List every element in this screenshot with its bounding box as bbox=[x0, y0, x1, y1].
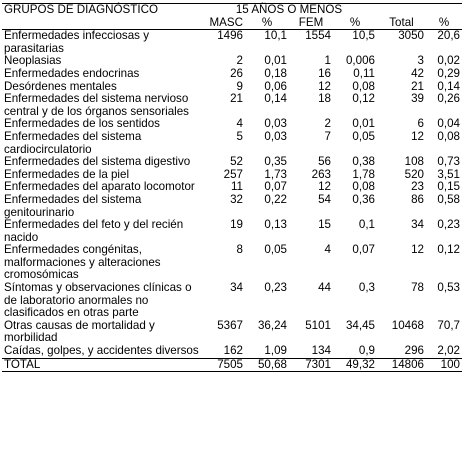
row-masc-pct: 0,22 bbox=[264, 192, 287, 206]
row-masc-pct: 0,05 bbox=[264, 243, 287, 257]
row-total: 78 bbox=[411, 281, 424, 295]
table-row bbox=[2, 156, 462, 169]
row-fem: 54 bbox=[318, 192, 331, 206]
row-total-pct: 0,04 bbox=[437, 117, 460, 131]
row-total: 86 bbox=[411, 192, 424, 206]
row-fem-pct: 34,45 bbox=[345, 318, 375, 332]
table-row bbox=[2, 282, 462, 320]
row-total: 3050 bbox=[398, 29, 424, 43]
table-row bbox=[2, 219, 462, 244]
table-row bbox=[2, 345, 462, 358]
header-age-group: 15 AÑOS O MENOS bbox=[235, 3, 343, 16]
total-row bbox=[2, 358, 462, 372]
row-masc-pct: 1,09 bbox=[264, 344, 287, 358]
row-masc: 8 bbox=[236, 243, 243, 257]
row-fem-pct: 0,006 bbox=[345, 54, 375, 68]
row-fem: 1 bbox=[324, 54, 331, 68]
row-total-pct: 3,51 bbox=[437, 167, 460, 181]
row-label: Neoplasias bbox=[4, 54, 62, 68]
row-masc: 52 bbox=[230, 155, 243, 169]
row-masc: 32 bbox=[230, 192, 243, 206]
row-total-pct: 0,53 bbox=[437, 281, 460, 295]
total-total: 14806 bbox=[391, 357, 424, 371]
row-total-pct: 0,12 bbox=[437, 243, 460, 257]
row-masc-pct: 10,1 bbox=[264, 29, 287, 43]
row-label: Caídas, golpes, y accidentes diversos bbox=[4, 344, 199, 358]
row-label: Enfermedades del sistema nervioso central y de los órganos sensoriales bbox=[4, 92, 189, 118]
diagnosis-table bbox=[2, 3, 462, 372]
row-masc-pct: 0,06 bbox=[264, 79, 287, 93]
row-masc-pct: 0,01 bbox=[264, 54, 287, 68]
row-total: 42 bbox=[411, 66, 424, 80]
table-row bbox=[2, 68, 462, 81]
total-fem: 7301 bbox=[305, 357, 331, 371]
row-fem-pct: 0,01 bbox=[352, 117, 375, 131]
row-total: 21 bbox=[411, 79, 424, 93]
row-total: 12 bbox=[411, 243, 424, 257]
row-total-pct: 0,26 bbox=[437, 92, 460, 106]
row-masc: 4 bbox=[236, 117, 243, 131]
row-masc: 21 bbox=[230, 92, 243, 106]
row-fem: 4 bbox=[324, 243, 331, 257]
row-fem: 16 bbox=[318, 66, 331, 80]
row-masc: 162 bbox=[223, 344, 243, 358]
row-label: Enfermedades infecciosas y parasitarias bbox=[4, 29, 149, 55]
row-masc-pct: 0,07 bbox=[264, 180, 287, 194]
row-total-pct: 2,02 bbox=[437, 344, 460, 358]
row-label: Enfermedades de la piel bbox=[4, 167, 130, 181]
row-masc: 11 bbox=[230, 180, 243, 194]
header-row-1 bbox=[2, 4, 462, 17]
row-total: 520 bbox=[404, 167, 424, 181]
row-masc-pct: 0,23 bbox=[264, 281, 287, 295]
row-total: 6 bbox=[417, 117, 424, 131]
header-total: Total bbox=[389, 15, 414, 29]
row-total: 3 bbox=[417, 54, 424, 68]
row-masc: 5 bbox=[236, 129, 243, 143]
row-fem: 18 bbox=[318, 92, 331, 106]
row-total: 10468 bbox=[391, 318, 424, 332]
row-total-pct: 0,23 bbox=[437, 218, 460, 232]
row-masc: 34 bbox=[230, 281, 243, 295]
table-row bbox=[2, 30, 462, 56]
row-fem: 134 bbox=[311, 344, 331, 358]
row-masc: 1496 bbox=[217, 29, 243, 43]
row-total: 12 bbox=[411, 129, 424, 143]
row-masc: 5367 bbox=[217, 318, 243, 332]
row-total-pct: 20,6 bbox=[437, 29, 460, 43]
table-body bbox=[2, 30, 462, 358]
row-masc-pct: 0,03 bbox=[264, 117, 287, 131]
row-masc: 26 bbox=[230, 66, 243, 80]
header-fem-pct: % bbox=[349, 15, 361, 29]
row-total: 34 bbox=[411, 218, 424, 232]
header-row-2 bbox=[2, 17, 462, 30]
row-total-pct: 0,73 bbox=[437, 155, 460, 169]
row-fem-pct: 0,3 bbox=[358, 281, 375, 295]
row-fem-pct: 0,07 bbox=[352, 243, 375, 257]
row-fem: 263 bbox=[311, 167, 331, 181]
row-label: Desórdenes mentales bbox=[4, 79, 117, 93]
row-label: Enfermedades endocrinas bbox=[4, 66, 140, 80]
row-total-pct: 0,02 bbox=[437, 54, 460, 68]
row-total: 39 bbox=[411, 92, 424, 106]
row-fem: 12 bbox=[318, 180, 331, 194]
row-fem-pct: 0,08 bbox=[352, 79, 375, 93]
row-masc: 257 bbox=[223, 167, 243, 181]
row-fem-pct: 0,38 bbox=[352, 155, 375, 169]
table-row bbox=[2, 244, 462, 282]
row-total-pct: 0,29 bbox=[437, 66, 460, 80]
row-fem-pct: 0,36 bbox=[352, 192, 375, 206]
table-row bbox=[2, 194, 462, 219]
row-total-pct: 0,15 bbox=[437, 180, 460, 194]
header-masc-pct: % bbox=[261, 15, 273, 29]
header-fem: FEM bbox=[298, 15, 324, 29]
row-fem-pct: 0,1 bbox=[358, 218, 375, 232]
table-row bbox=[2, 131, 462, 156]
row-label: Enfermedades del sistema digestivo bbox=[4, 155, 191, 169]
row-label: Enfermedades de los sentidos bbox=[4, 117, 160, 131]
row-total-pct: 0,58 bbox=[437, 192, 460, 206]
table-row bbox=[2, 93, 462, 118]
row-masc-pct: 36,24 bbox=[257, 318, 287, 332]
row-label: Enfermedades del aparato locomotor bbox=[4, 180, 195, 194]
row-fem: 12 bbox=[318, 79, 331, 93]
row-masc-pct: 1,73 bbox=[264, 167, 287, 181]
row-label: Otras causas de mortalidad y morbilidad bbox=[4, 318, 155, 345]
total-masc: 7505 bbox=[217, 357, 243, 371]
row-fem: 44 bbox=[318, 281, 331, 295]
row-label: Síntomas y observaciones clínicas o de laboratorio anormales no clasificados en otras parte bbox=[4, 281, 192, 320]
header-label: GRUPOS DE DIAGNÓSTICO bbox=[4, 3, 158, 16]
row-fem-pct: 10,5 bbox=[352, 29, 375, 43]
total-total-pct: 100 bbox=[440, 357, 460, 371]
total-fem-pct: 49,32 bbox=[345, 357, 375, 371]
row-fem-pct: 0,08 bbox=[352, 180, 375, 194]
table-row bbox=[2, 320, 462, 345]
row-total: 108 bbox=[404, 155, 424, 169]
row-label: Enfermedades del sistema cardiocirculatorio bbox=[4, 129, 142, 156]
row-fem: 1554 bbox=[305, 29, 331, 43]
row-masc-pct: 0,35 bbox=[264, 155, 287, 169]
row-label: Enfermedades del sistema genitourinario bbox=[4, 192, 142, 219]
row-fem-pct: 0,11 bbox=[353, 66, 375, 80]
row-masc: 2 bbox=[236, 54, 243, 68]
row-masc-pct: 0,03 bbox=[264, 129, 287, 143]
row-fem: 2 bbox=[324, 117, 331, 131]
row-masc-pct: 0,13 bbox=[264, 218, 287, 232]
row-fem: 15 bbox=[318, 218, 331, 232]
row-fem: 5101 bbox=[305, 318, 331, 332]
row-masc-pct: 0,14 bbox=[264, 92, 287, 106]
total-masc-pct: 50,68 bbox=[257, 357, 287, 371]
header-masc: MASC bbox=[209, 15, 243, 29]
row-fem-pct: 0,9 bbox=[358, 344, 375, 358]
total-label: TOTAL bbox=[4, 357, 41, 371]
row-total-pct: 0,14 bbox=[437, 79, 460, 93]
row-masc: 19 bbox=[230, 218, 243, 232]
row-masc: 9 bbox=[236, 79, 243, 93]
row-fem-pct: 1,78 bbox=[352, 167, 375, 181]
row-label: Enfermedades del feto y del recién nacido bbox=[4, 218, 184, 244]
row-fem-pct: 0,05 bbox=[352, 129, 375, 143]
header-total-pct: % bbox=[438, 15, 450, 29]
row-fem: 7 bbox=[324, 129, 331, 143]
row-masc-pct: 0,18 bbox=[264, 66, 287, 80]
row-fem-pct: 0,12 bbox=[352, 92, 375, 106]
row-total: 296 bbox=[404, 344, 424, 358]
row-fem: 56 bbox=[318, 155, 331, 169]
row-total-pct: 70,7 bbox=[437, 318, 460, 332]
row-total-pct: 0,08 bbox=[437, 129, 460, 143]
row-total: 23 bbox=[411, 180, 424, 194]
row-label: Enfermedades congénitas, malformaciones y alteraciones cromosómicas bbox=[4, 243, 161, 282]
